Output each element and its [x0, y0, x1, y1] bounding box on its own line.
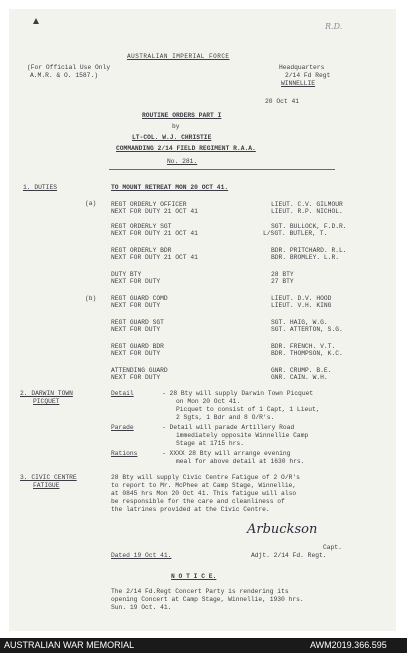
parade-line: - Detail will parade Artillery Road [162, 424, 295, 431]
signature: Arbuckson [247, 522, 318, 537]
orders-unit: COMMANDING 2/14 FIELD REGIMENT R.A.A. [116, 145, 256, 152]
duty-role-next: NEXT FOR DUTY [111, 278, 161, 285]
duty-name: SGT. BULLOCK, F.D.R. [271, 223, 347, 230]
section3-heading-2: FATIGUE [33, 482, 60, 489]
orders-commander: LT-COL. W.J. CHRISTIE [132, 134, 212, 141]
orders-by: by [172, 123, 180, 130]
duty-name: BDR. PRITCHARD. R.L. [271, 247, 347, 254]
duty-role-next: NEXT FOR DUTY [111, 374, 161, 381]
section2-heading-2: PICQUET [33, 398, 60, 405]
duty-role-next: NEXT FOR DUTY [111, 350, 161, 357]
footer-reference: AWM2019.366.595 [310, 640, 387, 650]
duty-role-next: NEXT FOR DUTY 21 OCT 41 [111, 208, 198, 215]
notice-line: The 2/14 Fd.Regt Concert Party is rendering its [111, 588, 289, 595]
duty-role-next: NEXT FOR DUTY 21 OCT 41 [111, 230, 198, 237]
dated: Dated 19 Oct 41. [111, 552, 172, 559]
official-use-line-1: (For Official Use Only [27, 64, 111, 71]
duty-name-next: BDR. THOMPSON, K.C. [271, 350, 343, 357]
duty-name-next: 27 BTY [271, 278, 294, 285]
official-use-line-2: A.M.R. & O. 1587.) [30, 72, 99, 79]
duty-name-next: LIEUT. V.H. KING [271, 302, 332, 309]
hq-line-2: 2/14 Fd Regt [285, 72, 331, 79]
duties-mount: TO MOUNT RETREAT MON 20 OCT 41. [111, 184, 229, 191]
section2-heading: 2. DARWIN TOWN [20, 390, 73, 397]
duty-role-next: NEXT FOR DUTY 21 OCT 41 [111, 254, 198, 261]
section3-heading: 3. CIVIC CENTRE [20, 474, 77, 481]
duty-role-next: NEXT FOR DUTY [111, 326, 161, 333]
duty-name: BDR. FRENCH. V.T. [271, 343, 336, 350]
rations-line: meal for above detail at 1630 hrs. [176, 458, 305, 465]
duty-role: ATTENDING GUARD [111, 367, 168, 374]
duty-name: 28 BTY [271, 271, 294, 278]
footer-institution: AUSTRALIAN WAR MEMORIAL [4, 640, 135, 650]
detail-line: Picquet to consist of 1 Capt, 1 Lieut, [176, 406, 320, 413]
rations-label: Rations [111, 450, 138, 457]
detail-line: on Mon 20 Oct 41. [176, 398, 241, 405]
detail-label: Detail [111, 390, 134, 397]
section3-line: to report to Mr. McPhee at Camp Stage, Winnellie, [111, 482, 297, 489]
duties-label-a: (a) [85, 200, 97, 207]
archive-footer-bar [0, 638, 407, 653]
pin-mark-icon [31, 16, 41, 26]
signoff-adjt: Adjt. 2/14 Fd. Regt. [251, 552, 327, 559]
duty-role: REGT ORDERLY SGT [111, 223, 172, 230]
duty-name: SGT. HAIG, W.G. [271, 319, 328, 326]
hq-line-1: Headquarters [279, 64, 325, 71]
section3-line: be responsible for the care and cleanliness of [111, 498, 285, 505]
orders-number: No. 281. [167, 158, 198, 165]
corner-mark: R.D. [325, 22, 343, 31]
duty-role: REGT ORDERLY OFFICER [111, 201, 187, 208]
signoff-rank: Capt. [323, 544, 342, 551]
duty-name-next: L/SGT. BUTLER, T. [263, 230, 328, 237]
section3-line: 28 Bty will supply Civic Centre Fatigue of 2 O/R's [111, 474, 300, 481]
parade-line: Stage at 1715 hrs. [176, 440, 245, 447]
document-title: AUSTRALIAN IMPERIAL FORCE [127, 53, 230, 60]
header-date: 20 Oct 41 [265, 98, 300, 105]
duty-role-next: NEXT FOR DUTY [111, 302, 161, 309]
notice-line: Sun. 19 Oct. 41. [111, 604, 172, 611]
duty-name-next: BDR. BROMLEY. L.R. [271, 254, 340, 261]
duty-name-next: LIEUT. R.P. NICHOL. [271, 208, 343, 215]
hq-line-3: WINNELLIE [281, 80, 316, 87]
parade-label: Parade [111, 424, 134, 431]
document-page [9, 9, 396, 631]
duties-label-b: (b) [85, 295, 97, 302]
notice-line: opening Concert at Camp Stage, Winnellie, 1930 hrs. [111, 596, 304, 603]
duty-role: REGT GUARD BDR [111, 343, 164, 350]
rations-line: - XXXX 28 Bty will arrange evening [162, 450, 291, 457]
section3-line: the latrines provided at the Civic Centre. [111, 506, 270, 513]
duty-name: LIEUT. D.V. HOOD [271, 295, 332, 302]
orders-title: ROUTINE ORDERS PART I [142, 112, 222, 119]
duty-name: GNR. CRUMP. B.E. [271, 367, 332, 374]
section3-line: at 0845 hrs Mon 20 Oct 41. This fatigue will also [111, 490, 297, 497]
duty-role: REGT GUARD COMD [111, 295, 168, 302]
parade-line: immediately opposite Winnellie Camp [176, 432, 309, 439]
detail-line: 2 Sgts, 1 Bdr and 8 O/R's. [176, 414, 275, 421]
duties-heading: 1. DUTIES [23, 184, 58, 191]
duty-name-next: GNR. CAIN. W.H. [271, 374, 328, 381]
detail-line: - 28 Bty will supply Darwin Town Picquet [162, 390, 314, 397]
duty-name-next: SGT. ATTERTON, S.G. [271, 326, 343, 333]
duty-role: REGT GUARD SGT [111, 319, 164, 326]
notice-heading: N O T I C E. [171, 573, 217, 580]
duty-role: DUTY BTY [111, 271, 142, 278]
divider-rule [109, 169, 335, 170]
duty-name: LIEUT. C.V. GILMOUR [271, 201, 343, 208]
duty-role: REGT ORDERLY BDR [111, 247, 172, 254]
